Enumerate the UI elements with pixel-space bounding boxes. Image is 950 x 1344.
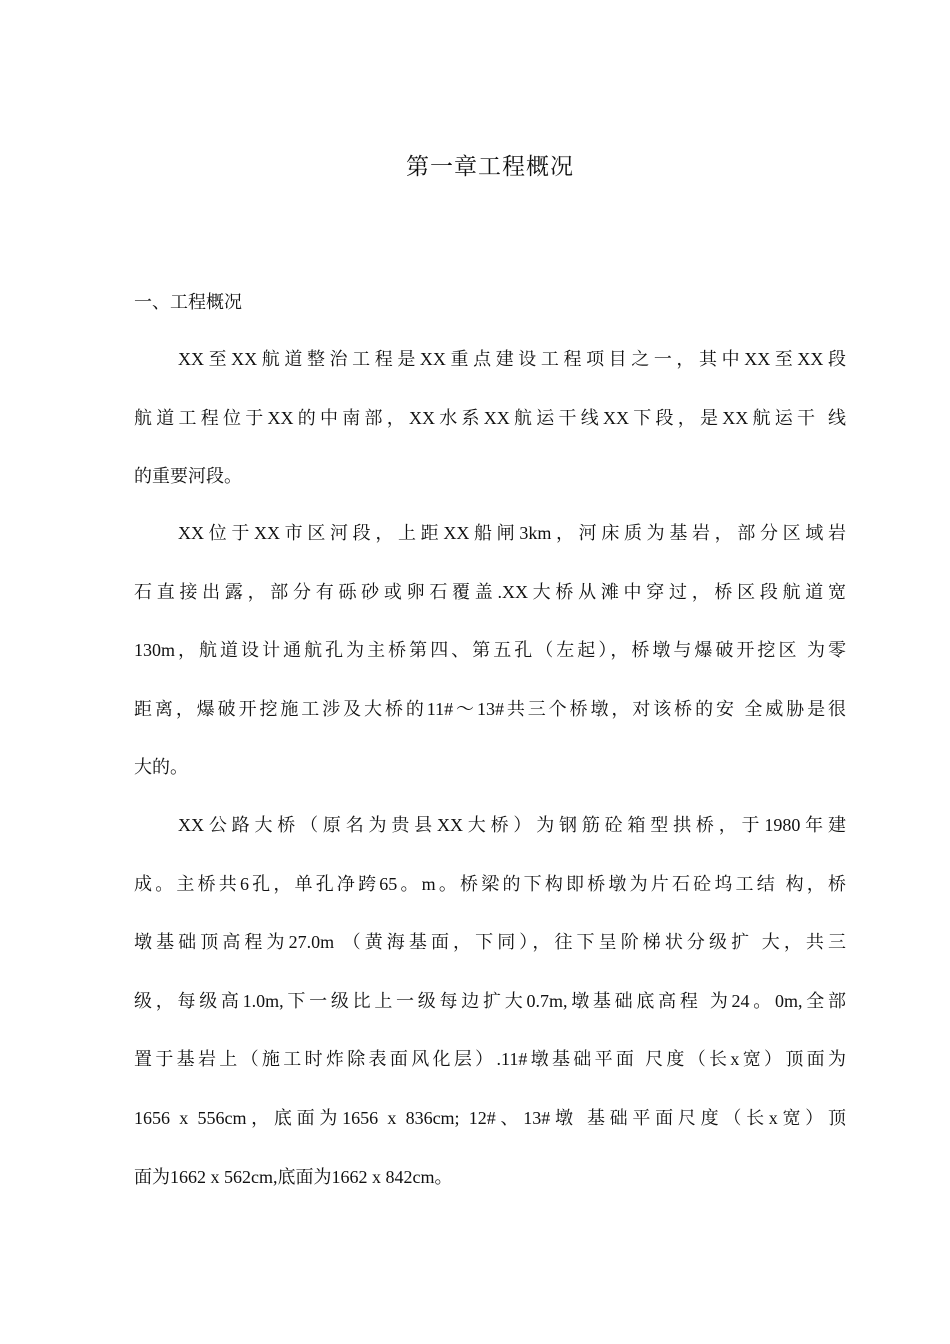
paragraph-line: 面为1662 x 562cm,底面为1662 x 842cm。 (134, 1166, 453, 1187)
paragraph-line: 成。主桥共6孔，单孔净跨65。m。桥梁的下构即桥墩为片石砼坞工结 构，桥 (134, 873, 846, 894)
paragraph-line: 石直接出露，部分有砾砂或卵石覆盖.XX大桥从滩中穿过，桥区段航道宽 (134, 581, 846, 602)
paragraph-river-section (134, 504, 846, 797)
paragraph-line: 墩基础顶高程为27.0m （黄海基面，下同），往下呈阶梯状分级扩 大，共三 (134, 932, 846, 953)
paragraph-bridge-description (134, 796, 846, 1206)
paragraph-line: 航道工程位于XX的中南部，XX水系XX航运干线XX下段，是XX航运干 线 (134, 407, 846, 428)
paragraph-project-location (134, 330, 846, 506)
section-heading: 一、工程概况 (134, 292, 242, 312)
paragraph-line: XX至XX航道整治工程是XX重点建设工程项目之一，其中XX至XX段 (178, 349, 846, 369)
paragraph-line: 置于基岩上（施工时炸除表面风化层）.11#墩基础平面 尺度（长x宽）顶面为 (134, 1049, 846, 1070)
paragraph-line: 大的。 (134, 757, 188, 778)
paragraph-line: 距离，爆破开挖施工涉及大桥的11#〜13#共三个桥墩，对该桥的安 全威胁是很 (134, 698, 846, 719)
paragraph-line: 130m，航道设计通航孔为主桥第四、第五孔（左起），桥墩与爆破开挖区 为零 (134, 640, 846, 661)
chapter-title: 第一章工程概况 (406, 154, 574, 179)
paragraph-line: XX位于XX市区河段，上距XX船闸3km，河床质为基岩，部分区域岩 (178, 523, 846, 543)
paragraph-line: 级，每级高1.0m,下一级比上一级每边扩大0.7m,墩基础底高程 为24。0m,全部 (134, 990, 846, 1011)
paragraph-line: 1656 x 556cm，底面为1656 x 836cm; 12#、13#墩 基础平面尺度（长x宽）顶 (134, 1107, 846, 1128)
paragraph-line: XX公路大桥（原名为贵县XX大桥）为钢筋砼箱型拱桥，于1980年建 (178, 815, 846, 835)
paragraph-line: 的重要河段。 (134, 466, 242, 487)
